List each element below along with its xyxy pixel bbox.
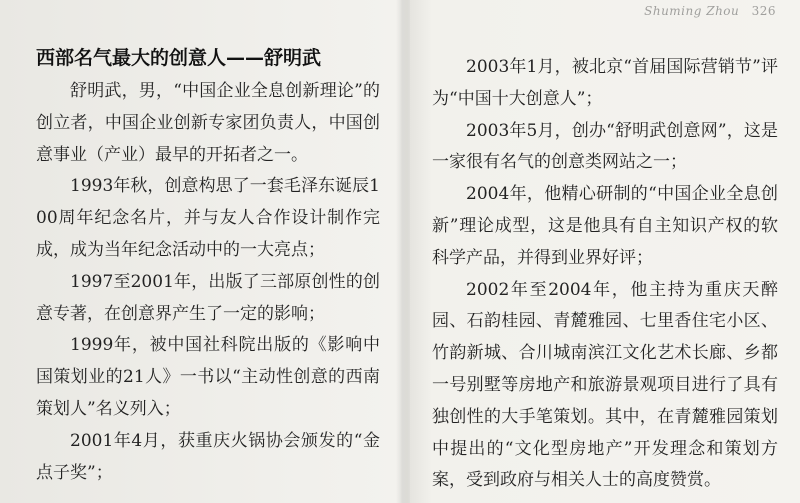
paragraph: 舒明武，男，“中国企业全息创新理论”的创立者，中国企业创新专家团负责人，中国创意事业（产业）最早的开拓者之一。 xyxy=(36,81,380,165)
left-page-content xyxy=(36,44,380,489)
paragraph: 2004年，他精心研制的“中国企业全息创新”理论成型，这是他具有自主知识产权的软科学产品，并得到业界好评； xyxy=(432,184,778,268)
paragraph: 1993年秋，创意构思了一套毛泽东诞辰100周年纪念名片，并与友人合作设计制作完成，成为当年纪念活动中的一大亮点； xyxy=(36,176,380,260)
section-title: 西部名气最大的创意人——舒明武 xyxy=(36,47,322,69)
paragraph: 1997至2001年，出版了三部原创性的创意专著，在创意界产生了一定的影响； xyxy=(36,271,380,324)
paragraph: 2001年4月，获重庆火锅协会颁发的“金点子奖”； xyxy=(36,430,380,483)
right-page-content xyxy=(432,52,778,497)
paragraph: 2003年5月，创办“舒明武创意网”，这是一家很有名气的创意类网站之一； xyxy=(432,120,778,173)
paragraph: 2002年至2004年，他主持为重庆天醉园、石韵桂园、青麓雅园、七里香住宅小区、竹韵新城、合川城南滨江文化艺术长廊、乡都一号别墅等房地产和旅游景观项目进行了具有独创性的大手笔策划。其中，在青麓雅园策划中提出的“文化型房地产”开发理念和策划方案，受到政府与相关人士的高度赞赏。 xyxy=(432,279,778,491)
running-head-title: Shuming Zhou xyxy=(644,4,740,18)
right-page xyxy=(400,0,800,503)
running-head xyxy=(644,4,776,18)
paragraph: 1999年，被中国社科院出版的《影响中国策划业的21人》一书以“主动性创意的西南策划人”名义列入； xyxy=(36,335,380,419)
paragraph: 2003年1月，被北京“首届国际营销节”评为“中国十大创意人”； xyxy=(432,57,778,109)
page-number: 326 xyxy=(751,4,776,18)
